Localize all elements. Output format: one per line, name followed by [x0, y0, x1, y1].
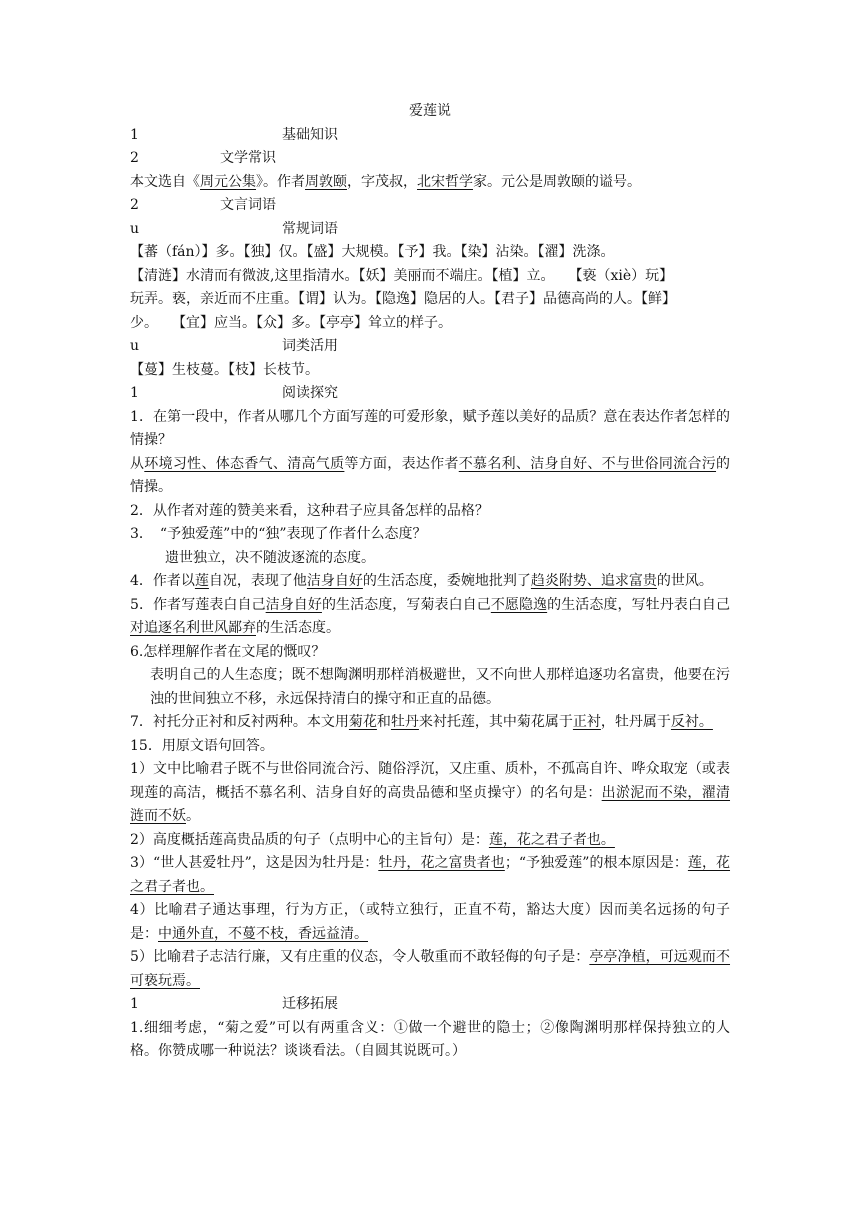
document-title: 爱莲说 [409, 103, 451, 119]
text-segment: 5）比喻君子志洁行廉，又有庄重的仪态，令人敬重而不敢轻侮的句子是： [130, 949, 590, 965]
vocab-line: 少。 【宜】应当。【众】多。【亭亭】耸立的样子。 [130, 314, 452, 331]
text-segment: 2）高度概括莲高贵品质的句子（点明中心的主旨句）是： [130, 831, 489, 848]
section-heading-extension [130, 993, 730, 1017]
underlined-answer: 牡丹 [390, 714, 419, 730]
question-1: 1．在第一段中，作者从哪几个方面写莲的可爱形象，赋予莲以美好的品质？意在表达作者怎样的情操？ [130, 408, 730, 448]
underlined-answer: 洁身自好 [265, 596, 322, 613]
vocab-line: 【蕃（fán）】多。【独】仅。【盛】大规模。【予】我。【染】沾染。【濯】洗涤。 [130, 244, 615, 260]
underlined-answer: 莲，花之君子者也。 [130, 855, 731, 895]
section-heading-common-words [130, 218, 730, 242]
word-class-line: 【蔓】生枝蔓。【枝】长枝节。 [130, 361, 319, 378]
underlined-answer: 出淤泥而不染，濯清涟而不妖 [130, 784, 731, 824]
section-heading-basic [130, 124, 730, 148]
underlined-answer: 牡丹，花之富贵者也 [378, 855, 505, 871]
section-label: 常规词语 [282, 220, 338, 237]
underlined-answer: 周敦颐 [305, 173, 347, 190]
underlined-answer: 趋炎附势、追求富贵 [530, 573, 657, 589]
question-6: 6.怎样理解作者在文尾的慨叹？ [130, 643, 326, 660]
text-segment: ，字茂叔， [347, 173, 417, 190]
section-label: 文言词语 [220, 197, 276, 213]
section-number: 2 [130, 197, 139, 213]
question-4 [130, 570, 730, 594]
text-segment: 来衬托莲，其中菊花属于 [418, 714, 573, 730]
text-segment: 等方面，表达作者 [344, 455, 459, 472]
text-segment: 5．作者写莲表白自己 [130, 596, 266, 613]
text-segment: 》。作者 [256, 173, 305, 190]
section-label: 词类活用 [282, 338, 338, 354]
question-3: 3． “予独爱莲”中的“独”表现了作者什么态度？ [130, 526, 427, 542]
section-heading-word-class [130, 335, 730, 359]
section-heading-classical [130, 194, 730, 218]
text-segment: 本文选自《 [130, 173, 200, 190]
section-label: 文学常识 [220, 150, 276, 166]
section-heading-reading [130, 382, 730, 406]
question-2: 2．从作者对莲的赞美来看，这种君子应具备怎样的品格？ [130, 502, 489, 519]
text-segment: 和 [376, 714, 391, 730]
underlined-answer: 环境习性、体态香气、清高气质 [144, 455, 345, 472]
text-segment: 7．衬托分正衬和反衬两种。本文用 [130, 714, 349, 730]
document-page [130, 100, 730, 1064]
answer-1 [130, 453, 730, 500]
underlined-answer: 莲，花之君子者也。 [488, 831, 615, 848]
section-number: 1 [130, 126, 139, 143]
bullet-marker: u [130, 338, 140, 354]
bullet-marker: u [130, 220, 140, 237]
text-segment: 的生活态度，写菊表白自己 [321, 596, 491, 613]
text-segment: 4）比喻君子通达事理，行为方正，（或特立独行，正直不苟，豁达大度）因而美名远扬的句子是： [130, 902, 730, 942]
underlined-answer: 莲 [194, 573, 209, 589]
section-heading-literature [130, 147, 730, 171]
text-segment: ，牡丹属于 [600, 714, 671, 730]
text-segment: 。 [186, 808, 200, 824]
underlined-answer: 对追逐名利世风鄙弃 [130, 620, 256, 636]
underlined-answer: 不愿隐逸 [490, 596, 548, 613]
text-segment: 1）文中比喻君子既不与世俗同流合污、随俗浮沉，又庄重、质朴，不孤高自许、哗众取宠（或表现莲的高洁，概括不慕名利、洁身自好的高贵品德和坚贞操守）的名句是： [130, 761, 730, 801]
text-segment: 自况，表现了他 [208, 573, 307, 589]
underlined-answer: 亭亭净植，可远观而不可亵玩焉。 [130, 949, 731, 989]
text-segment: ；“予独爱莲”的根本原因是： [504, 855, 688, 871]
underlined-answer: 洁身自好 [306, 573, 363, 589]
section-label: 阅读探究 [282, 385, 338, 401]
underlined-answer: 菊花 [348, 714, 377, 730]
extension-question-1: 1.细细考虑，“菊之爱”可以有两重含义：①做一个避世的隐士；②像陶渊明那样保持独立的人格。你赞成哪一种说法？谈谈看法。（自圆其说既可。） [130, 1019, 730, 1059]
underlined-answer: 中通外直，不蔓不枝，香远益清。 [158, 925, 368, 942]
literature-paragraph [130, 171, 730, 195]
text-segment: 4．作者以 [130, 573, 195, 589]
text-segment: 的生活态度。 [256, 620, 340, 636]
underlined-answer: 周元公集 [200, 173, 256, 190]
text-segment: 的世风。 [656, 573, 713, 589]
underlined-answer: 北宋哲学 [417, 173, 473, 190]
section-number: 1 [130, 385, 139, 401]
underlined-answer: 不慕名利、洁身自好、不与世俗同流合污 [458, 455, 717, 472]
text-segment: 的生活态度，委婉地批判了 [362, 573, 531, 589]
text-segment: 3）“世人甚爱牡丹”，这是因为牡丹是： [130, 855, 379, 871]
text-segment: 的生活态度，写牡丹表白自己 [547, 596, 731, 613]
question-15: 15．用原文语句回答。 [130, 737, 274, 754]
text-segment: 从 [130, 455, 145, 472]
section-number: 2 [130, 150, 139, 166]
vocab-line: 【清涟】水清而有微波,这里指清水。【妖】美丽而不端庄。【植】立。 【亵（xiè）玩】 [130, 267, 674, 284]
vocab-line: 玩弄。亵，亲近而不庄重。【谓】认为。【隐逸】隐居的人。【君子】品德高尚的人。【鲜】 [130, 291, 676, 307]
sub-question-5 [130, 946, 730, 993]
section-label: 迁移拓展 [282, 996, 338, 1012]
answer-3: 遗世独立，决不随波逐流的态度。 [165, 549, 375, 566]
sub-question-1 [130, 758, 730, 829]
section-label: 基础知识 [282, 126, 338, 143]
underlined-answer: 反衬。 [670, 714, 713, 730]
question-5 [130, 594, 730, 641]
question-7 [130, 711, 730, 735]
section-number: 1 [130, 996, 139, 1012]
answer-6: 表明自己的人生态度；既不想陶渊明那样消极避世，又不向世人那样追逐功名富贵，他要在污浊的世间独立不移，永远保持清白的操守和正直的品德。 [150, 667, 730, 707]
text-segment: 的情操。 [130, 455, 731, 495]
sub-question-2 [130, 829, 730, 853]
sub-question-4 [130, 899, 730, 946]
sub-question-3 [130, 852, 730, 899]
underlined-answer: 正衬 [572, 714, 601, 730]
text-segment: 家。元公是周敦颐的谥号。 [473, 173, 641, 190]
